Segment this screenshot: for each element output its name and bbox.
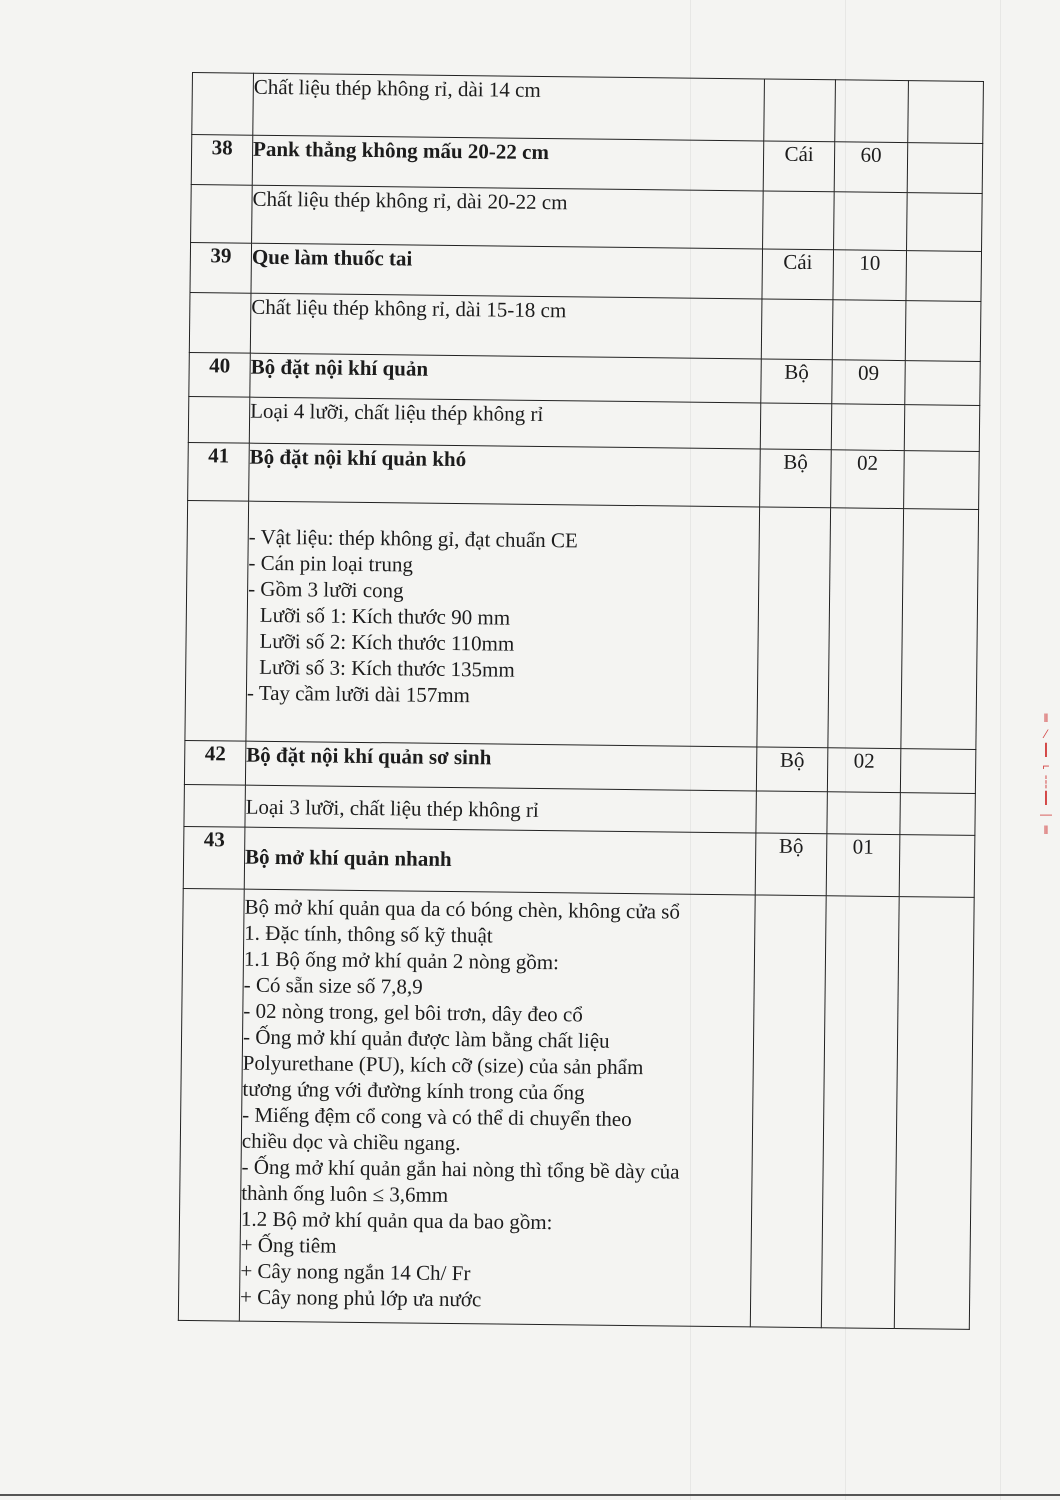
unit-cell xyxy=(764,79,836,142)
item-number-cell xyxy=(185,500,249,741)
blank-cell xyxy=(905,301,981,362)
equipment-spec-table xyxy=(178,72,984,1330)
spec-line: Chất liệu thép không rỉ, dài 14 cm xyxy=(253,74,541,102)
spec-line: Polyurethane (PU), kích cỡ (size) của sản phẩm xyxy=(242,1050,644,1080)
spec-line: thành ống luôn ≤ 3,6mm xyxy=(241,1180,449,1207)
spec-cell xyxy=(246,501,760,747)
blank-cell xyxy=(908,81,984,144)
spec-line: + Cây nong phủ lớp ưa nước xyxy=(239,1284,482,1312)
item-quantity: 60 xyxy=(834,142,908,193)
page-bottom-rule xyxy=(0,1494,1060,1496)
spec-line: Chất liệu thép không rỉ, dài 20-22 cm xyxy=(252,186,568,215)
spec-line: - 02 nòng trong, gel bôi trơn, dây đeo cổ xyxy=(243,998,583,1027)
blank-cell xyxy=(907,143,983,194)
blank-cell xyxy=(905,361,980,406)
spec-line: Lưỡi số 3: Kích thước 135mm xyxy=(259,654,515,682)
spec-cell xyxy=(252,185,764,249)
red-stamp-edge-icon: ‖ ⁄ ┃ ⌐ ┆ ┃ — ‖ xyxy=(1040,711,1052,837)
item-quantity: 01 xyxy=(826,834,900,897)
item-unit: Bộ xyxy=(760,449,832,508)
unit-cell xyxy=(761,299,833,360)
item-quantity: 02 xyxy=(831,450,905,509)
item-number-cell xyxy=(191,184,253,243)
blank-cell xyxy=(901,509,979,750)
quantity-cell xyxy=(831,404,905,451)
quantity-cell xyxy=(832,300,906,361)
item-unit: Cái xyxy=(762,249,834,300)
table-row xyxy=(178,888,974,1329)
spec-line: + Ống tiêm xyxy=(240,1232,337,1258)
spec-line: - Cán pin loại trung xyxy=(248,550,414,577)
spec-line: Bộ mở khí quản qua da có bóng chèn, không cửa sổ xyxy=(244,894,681,924)
spec-line: tương ứng với đường kính trong của ống xyxy=(242,1076,585,1105)
spec-line: - Miếng đệm cổ cong và có thể di chuyển theo xyxy=(242,1102,632,1132)
blank-cell xyxy=(904,451,980,510)
spec-cell xyxy=(253,73,765,141)
item-number: 43 xyxy=(183,826,245,889)
blank-cell xyxy=(900,749,975,794)
spec-cell xyxy=(239,889,755,1327)
item-number-cell xyxy=(184,784,245,827)
unit-cell xyxy=(750,895,826,1328)
item-unit: Bộ xyxy=(755,833,827,896)
spec-line: - Vật liệu: thép không gỉ, đạt chuẩn CE xyxy=(248,524,578,553)
item-unit: Cái xyxy=(763,141,835,192)
quantity-cell xyxy=(834,192,908,251)
blank-cell xyxy=(899,835,975,898)
item-name: Bộ đặt nội khí quản khó xyxy=(249,443,761,507)
item-name: Bộ đặt nội khí quản xyxy=(250,353,761,403)
item-number-cell xyxy=(189,292,251,353)
blank-cell xyxy=(906,251,982,302)
unit-cell xyxy=(757,507,831,748)
spec-line: + Cây nong ngắn 14 Ch/ Fr xyxy=(240,1258,471,1286)
table-row xyxy=(190,242,982,301)
item-number-cell xyxy=(178,888,244,1321)
table-row xyxy=(191,135,983,194)
item-number-cell xyxy=(188,396,250,443)
blank-cell xyxy=(907,193,983,252)
spec-cell xyxy=(245,785,756,833)
item-unit: Bộ xyxy=(761,359,832,404)
item-name: Bộ đặt nội khí quản sơ sinh xyxy=(245,741,756,791)
item-number: 39 xyxy=(190,242,252,293)
item-name: Bộ mở khí quản nhanh xyxy=(244,827,756,895)
item-name: Que làm thuốc tai xyxy=(251,243,763,299)
item-number-cell xyxy=(192,73,254,136)
blank-cell xyxy=(904,405,980,452)
spec-line: - Tay cầm lưỡi dài 157mm xyxy=(246,680,471,708)
blank-cell xyxy=(900,793,975,836)
quantity-cell xyxy=(835,80,909,143)
item-quantity: 09 xyxy=(832,360,905,405)
spec-line: Lưỡi số 2: Kích thước 110mm xyxy=(259,628,515,656)
spec-line: Loại 3 lưỡi, chất liệu thép không rỉ xyxy=(245,794,539,822)
spec-cell xyxy=(250,293,762,359)
table-row xyxy=(183,826,975,897)
table-row xyxy=(192,73,984,144)
quantity-cell xyxy=(828,508,904,749)
unit-cell xyxy=(756,791,827,834)
item-number: 41 xyxy=(188,442,250,501)
spec-line: Loại 4 lưỡi, chất liệu thép không rỉ xyxy=(250,398,544,427)
spec-line: 1.2 Bộ mở khí quản qua da bao gồm: xyxy=(240,1206,553,1235)
unit-cell xyxy=(760,403,832,450)
table-row xyxy=(188,442,980,509)
table-row xyxy=(185,500,979,749)
table-row xyxy=(191,184,983,251)
spec-line: 1.1 Bộ ống mở khí quản 2 nòng gồm: xyxy=(243,946,560,975)
item-number: 40 xyxy=(189,352,250,397)
spec-line: - Có sẵn size số 7,8,9 xyxy=(243,972,423,999)
spec-line: Lưỡi số 1: Kích thước 90 mm xyxy=(259,602,511,630)
spec-line: Chất liệu thép không rỉ, dài 15-18 cm xyxy=(251,294,567,323)
item-unit: Bộ xyxy=(756,747,827,792)
table-row xyxy=(189,292,981,361)
unit-cell xyxy=(763,191,835,250)
item-quantity: 02 xyxy=(827,748,900,793)
item-name: Pank thẳng không mấu 20-22 cm xyxy=(252,135,764,191)
quantity-cell xyxy=(827,792,900,835)
spec-line: - Ống mở khí quản gắn hai nòng thì tổng bề dày của xyxy=(241,1154,680,1184)
spec-cell xyxy=(249,397,760,449)
spec-line: chiều dọc và chiều ngang. xyxy=(241,1128,461,1156)
spec-line: 1. Đặc tính, thông số kỹ thuật xyxy=(244,920,493,948)
blank-cell xyxy=(894,897,974,1330)
item-quantity: 10 xyxy=(833,250,907,301)
item-number: 38 xyxy=(191,135,253,186)
scan-artifact xyxy=(1000,0,1001,1500)
item-number: 42 xyxy=(184,740,245,785)
spec-line: - Gồm 3 lưỡi cong xyxy=(248,576,404,603)
quantity-cell xyxy=(821,896,899,1329)
spec-line: - Ống mở khí quản được làm bằng chất liệu xyxy=(242,1024,610,1053)
